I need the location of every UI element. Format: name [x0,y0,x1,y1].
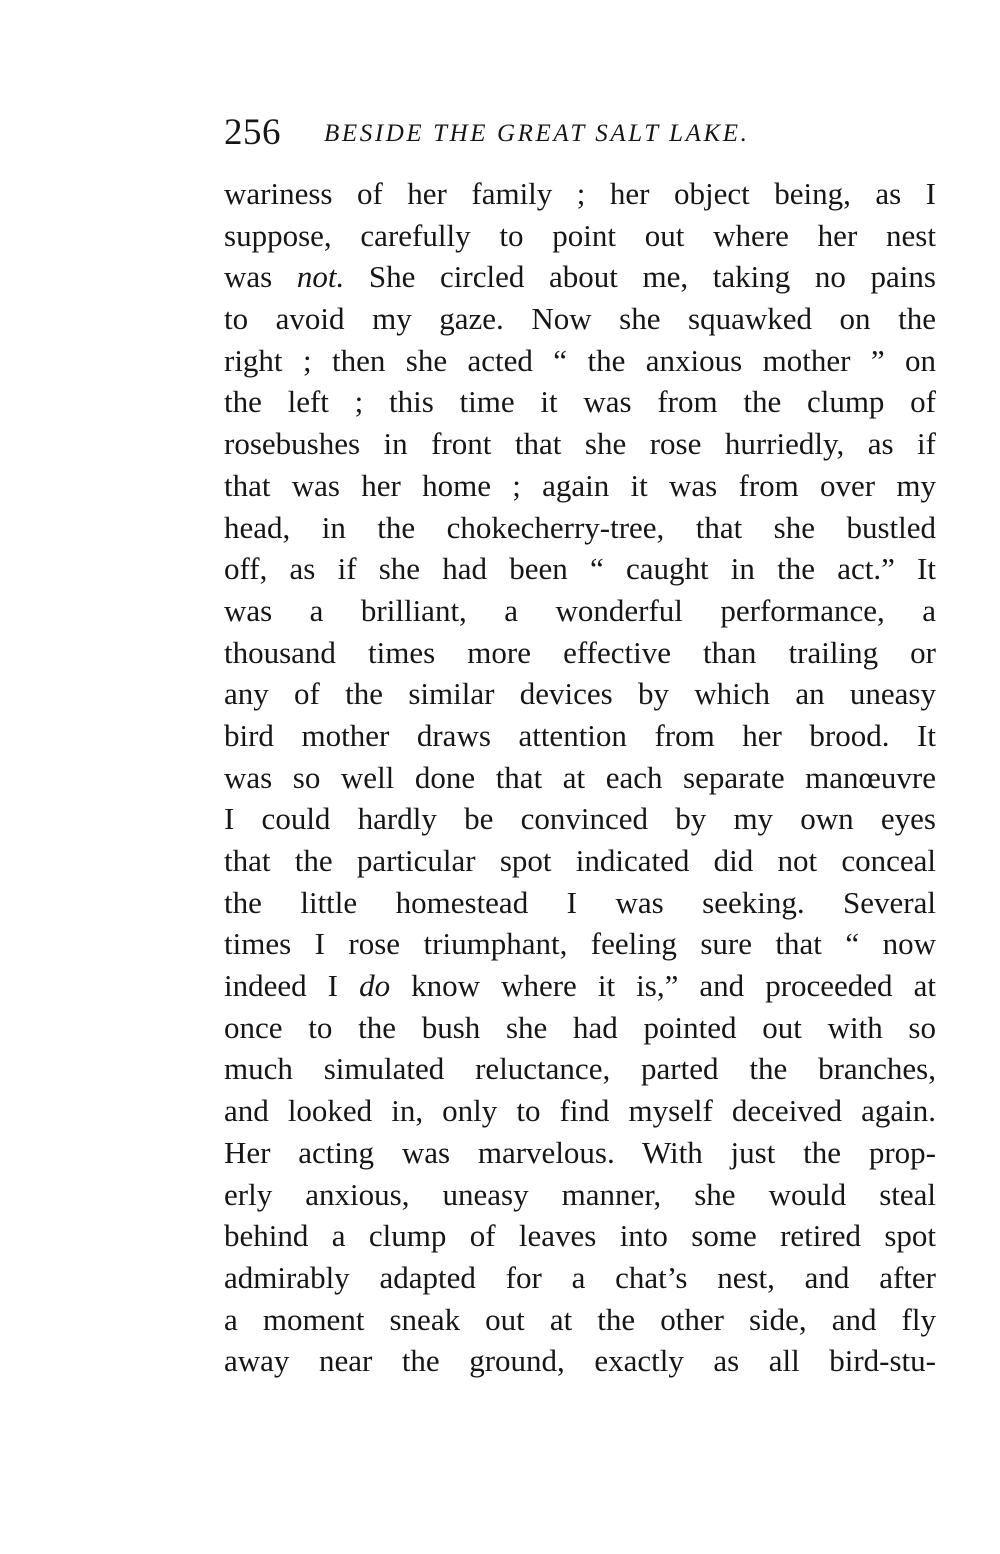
text-line: rosebushes in front that she rose hurriedly, as if [224,426,936,462]
body-text [224,173,936,1382]
text-line: erly anxious, uneasy manner, she would steal [224,1176,936,1212]
text-line: was a brilliant, a wonderful performance, a [224,592,936,628]
text-line: much simulated reluctance, parted the branches, [224,1051,936,1087]
text-line [224,965,936,1007]
text-line: once to the bush she had pointed out with so [224,1009,936,1045]
text-line: right ; then she acted “ the anxious mother ” on [224,342,936,378]
text-segment: was [224,259,297,295]
text-line: and looked in, only to find myself deceived again. [224,1093,936,1129]
text-line: the left ; this time it was from the clump of [224,384,936,420]
italic-emphasis: not. [296,259,345,295]
text-line: admirably adapted for a chat’s nest, and after [224,1259,936,1295]
text-line: the little homestead I was seeking. Several [224,884,936,920]
text-line: thousand times more effective than trailing or [224,634,936,670]
text-line: that the particular spot indicated did not conceal [224,843,936,878]
text-line: any of the similar devices by which an uneasy [224,676,936,712]
text-segment: She circled about me, taking no pains [344,259,936,295]
text-segment: know where it is,” and proceeded at [390,968,936,1004]
running-head [224,110,936,156]
text-line: wariness of her family ; her object being, as I [224,176,936,211]
text-line [224,256,936,298]
text-line: behind a clump of leaves into some retired spot [224,1218,936,1254]
text-line: was so well done that at each separate manœuvre [224,759,936,795]
text-line: off, as if she had been “ caught in the act.” It [224,551,936,587]
text-line: Her acting was marvelous. With just the prop- [224,1134,936,1170]
text-line: away near the ground, exactly as all bird-stu- [224,1343,936,1379]
page-number: 256 [224,112,281,153]
text-line: head, in the chokecherry-tree, that she bustled [224,509,936,545]
text-line: to avoid my gaze. Now she squawked on the [224,301,936,337]
text-line: bird mother draws attention from her brood. It [224,717,936,753]
text-line: a moment sneak out at the other side, and fly [224,1301,936,1337]
text-line: suppose, carefully to point out where her nest [224,217,936,253]
italic-emphasis: do [359,968,391,1004]
text-segment: indeed I [224,968,360,1004]
running-title: BESIDE THE GREAT SALT LAKE. [324,120,750,147]
text-line: I could hardly be convinced by my own eyes [224,801,936,837]
text-line: that was her home ; again it was from over my [224,467,936,503]
text-line: times I rose triumphant, feeling sure that “ now [224,926,936,962]
